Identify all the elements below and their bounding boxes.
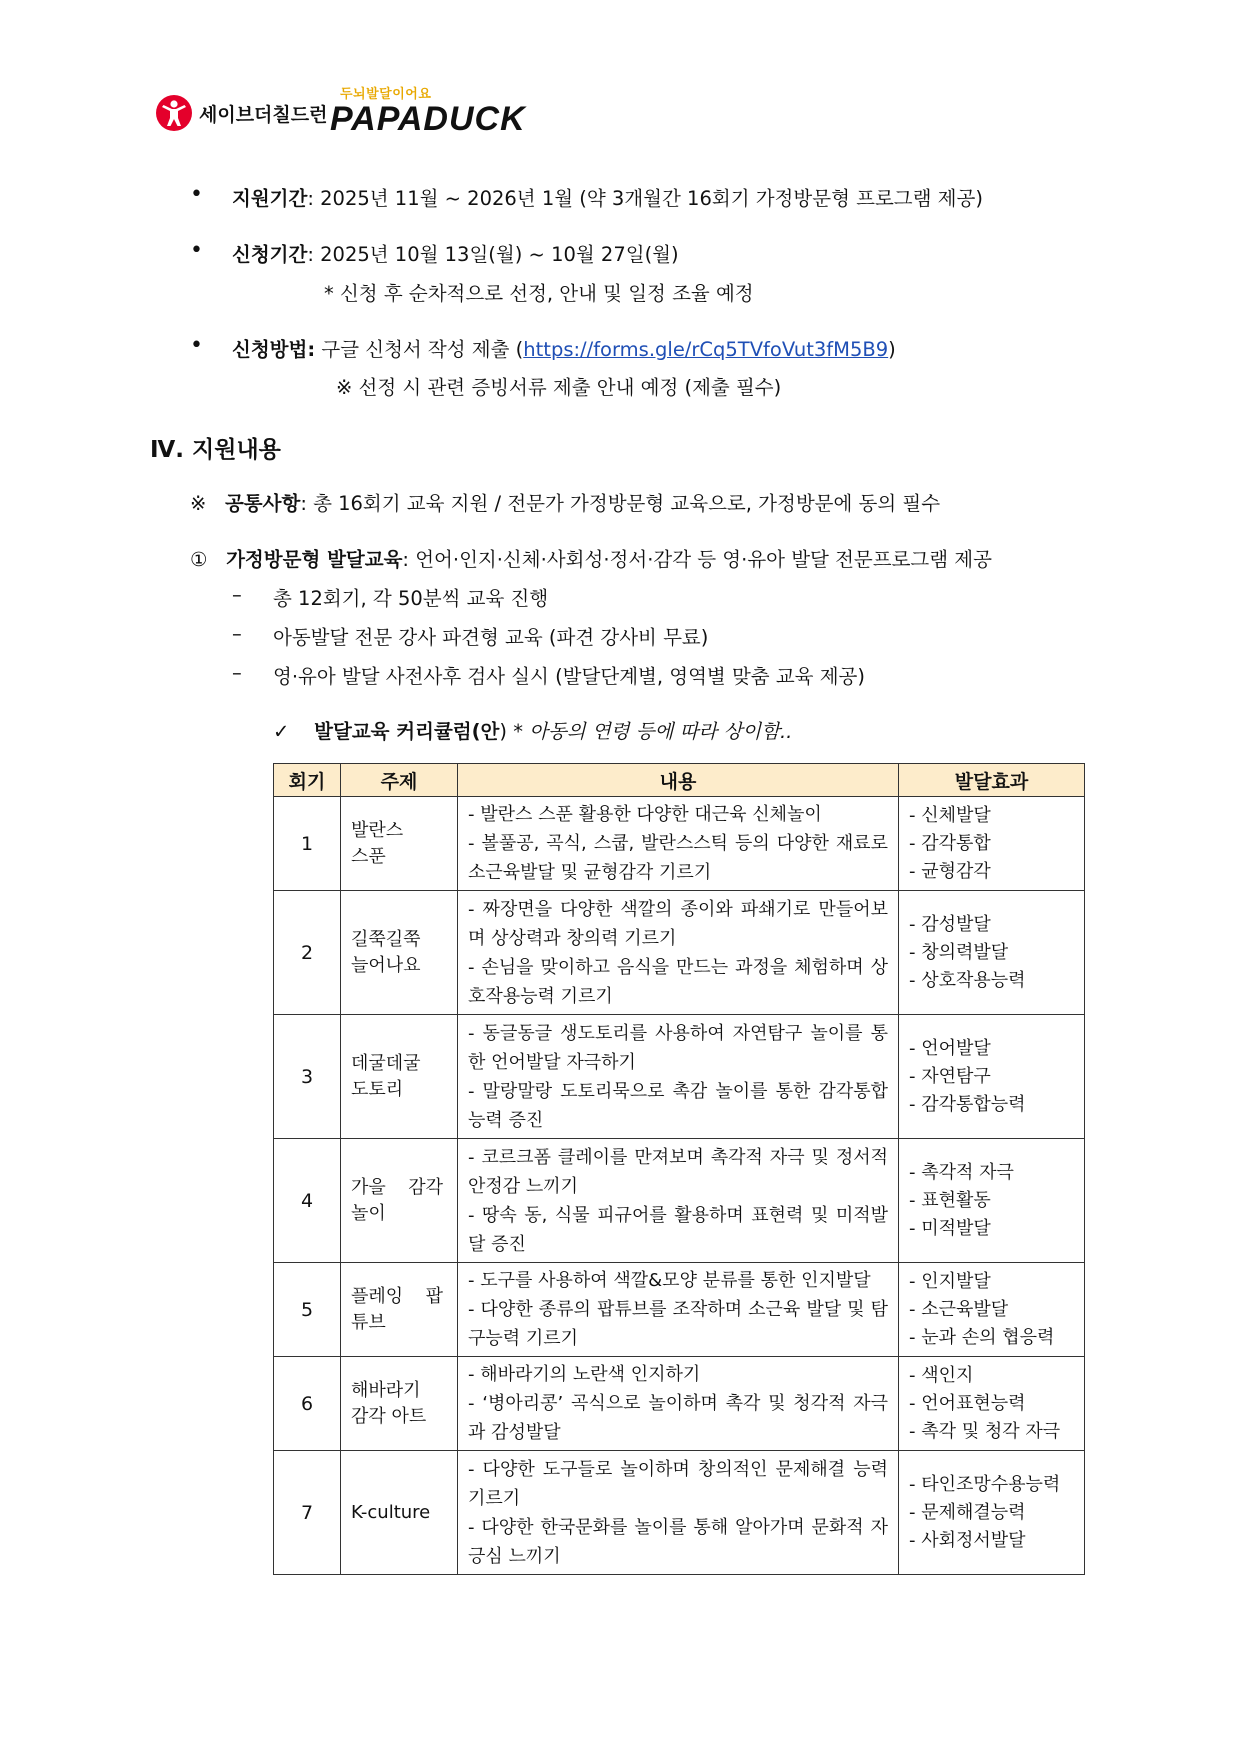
apply-period — [232, 239, 679, 267]
session-effects — [899, 1139, 1085, 1263]
session-topic — [341, 1015, 458, 1139]
common-notice — [190, 488, 940, 516]
session-number: 2 — [274, 891, 341, 1015]
topic-line: 늘어나요 — [351, 954, 421, 976]
content-line: - 손님을 맞이하고 음식을 만드는 과정을 체험하며 상호작용능력 기르기 — [468, 956, 888, 1007]
topic-line: 데굴데굴 — [351, 1052, 421, 1074]
table-row — [274, 1015, 1085, 1139]
header-topic: 주제 — [341, 764, 458, 797]
session-number: 3 — [274, 1015, 341, 1139]
content-line: - 말랑말랑 도토리묵으로 촉감 놀이를 통한 감각통합능력 증진 — [468, 1080, 888, 1131]
content-line: - 해바라기의 노란색 인지하기 — [468, 1364, 701, 1385]
effect-item: - 감각통합 — [909, 832, 991, 854]
table-header-row — [274, 764, 1085, 797]
papaduck-wordmark: PAPADUCK — [330, 100, 526, 138]
effect-item: - 촉각 및 청각 자극 — [909, 1420, 1061, 1442]
effect-item: - 타인조망수용능력 — [909, 1473, 1061, 1495]
papaduck-logo — [330, 88, 526, 136]
notice-mark: ※ — [190, 492, 207, 515]
session-topic — [341, 891, 458, 1015]
session-topic — [341, 1139, 458, 1263]
save-the-children-text: 세이브더칠드런 — [199, 104, 328, 126]
effect-item: - 눈과 손의 협응력 — [909, 1326, 1055, 1348]
effect-item: - 인지발달 — [909, 1270, 991, 1292]
common-value: : 총 16회기 교육 지원 / 전문가 가정방문형 교육으로, 가정방문에 동의 필수 — [300, 492, 941, 515]
table-row — [274, 797, 1085, 891]
apply-period-label: 신청기간 — [232, 243, 308, 266]
bullet-icon: • — [190, 238, 203, 263]
content-line: - ‘병아리콩’ 곡식으로 놀이하며 촉각 및 청각적 자극과 감성발달 — [468, 1393, 888, 1443]
section-title: Ⅳ. 지원내용 — [150, 437, 281, 463]
effect-item: - 문제해결능력 — [909, 1501, 1026, 1523]
apply-method-note: ※ 선정 시 관련 증빙서류 제출 안내 예정 (제출 필수) — [336, 376, 782, 399]
dash-line-3: 영·유아 발달 사전사후 검사 실시 (발달단계별, 영역별 맞춤 교육 제공) — [273, 665, 865, 688]
topic-line: 스푼 — [351, 845, 386, 867]
session-number: 1 — [274, 797, 341, 891]
table-row — [274, 1357, 1085, 1451]
dash-icon: – — [232, 661, 242, 684]
apply-method-value: 구글 신청서 작성 제출 ( — [315, 338, 524, 361]
session-content — [458, 1357, 899, 1451]
checkmark-icon: ✓ — [273, 720, 290, 743]
apply-note: * 신청 후 순차적으로 선정, 안내 및 일정 조율 예정 — [324, 282, 754, 305]
table-row — [274, 1139, 1085, 1263]
table-row — [274, 891, 1085, 1015]
session-effects — [899, 1263, 1085, 1357]
content-line: - 코르크폼 클레이를 만져보며 촉각적 자극 및 정서적 안정감 느끼기 — [468, 1146, 888, 1197]
topic-line: 놀이 — [351, 1202, 386, 1224]
item-1-value: : 언어·인지·신체·사회성·정서·감각 등 영·유아 발달 전문프로그램 제공 — [402, 548, 992, 571]
session-topic — [341, 797, 458, 891]
table-row — [274, 1263, 1085, 1357]
session-content — [458, 797, 899, 891]
effect-item: - 창의력발달 — [909, 941, 1009, 963]
session-effects — [899, 1357, 1085, 1451]
papaduck-tagline: 두뇌발달이어요 — [340, 87, 432, 102]
session-content — [458, 1015, 899, 1139]
common-label: 공통사항 — [224, 492, 301, 515]
topic-line: 도토리 — [351, 1078, 404, 1100]
apply-method — [232, 334, 896, 362]
effect-item: - 감성발달 — [909, 913, 991, 935]
support-period-value: : 2025년 11월 ~ 2026년 1월 (약 3개월간 16회기 가정방문형 프로그램 제공) — [307, 187, 983, 210]
topic-line: 플레잉 팝 — [351, 1285, 443, 1307]
session-number: 5 — [274, 1263, 341, 1357]
session-content — [458, 1451, 899, 1575]
session-number: 4 — [274, 1139, 341, 1263]
session-effects — [899, 1451, 1085, 1575]
effect-item: - 표현활동 — [909, 1189, 991, 1211]
curriculum-table — [273, 763, 1085, 1575]
apply-method-close: ) — [888, 338, 896, 361]
table-row — [274, 1451, 1085, 1575]
content-line: - 다양한 종류의 팝튜브를 조작하며 소근육 발달 및 탐구능력 기르기 — [468, 1299, 888, 1349]
content-line: - 땅속 동, 식물 피규어를 활용하며 표현력 및 미적발달 증진 — [468, 1204, 888, 1255]
header-session: 회기 — [274, 764, 341, 797]
topic-line: 해바라기 — [351, 1379, 421, 1401]
effect-item: - 균형감각 — [909, 860, 991, 882]
effect-item: - 미적발달 — [909, 1217, 991, 1239]
dash-icon: – — [232, 583, 242, 606]
effect-item: - 자연탐구 — [909, 1065, 991, 1087]
dash-icon: – — [232, 622, 242, 645]
content-line: - 동글동글 생도토리를 사용하여 자연탐구 놀이를 통한 언어발달 자극하기 — [468, 1022, 888, 1073]
content-line: - 볼풀공, 곡식, 스쿱, 발란스스틱 등의 다양한 재료로 소근육발달 및 균형감각 기르기 — [468, 833, 888, 883]
circled-number-one: ① — [190, 548, 208, 571]
apply-period-value: : 2025년 10월 13일(월) ~ 10월 27일(월) — [307, 243, 679, 266]
curriculum-heading — [273, 716, 792, 744]
bullet-icon: • — [190, 182, 203, 207]
content-line: - 도구를 사용하여 색깔&모양 분류를 통한 인지발달 — [468, 1270, 871, 1291]
apply-method-label: 신청방법: — [232, 338, 316, 361]
effect-item: - 촉각적 자극 — [909, 1161, 1014, 1183]
content-line: - 짜장면을 다양한 색깔의 종이와 파쇄기로 만들어보며 상상력과 창의력 기르기 — [468, 898, 888, 949]
topic-line: 가을 감각 — [351, 1176, 443, 1198]
curriculum-note: * 아동의 연령 등에 따라 상이함.. — [513, 720, 793, 743]
effect-item: - 색인지 — [909, 1364, 974, 1386]
effect-item: - 감각통합능력 — [909, 1093, 1026, 1115]
effect-item: - 사회정서발달 — [909, 1529, 1026, 1551]
google-form-link[interactable]: https://forms.gle/rCq5TVfoVut3fM5B9 — [523, 338, 889, 361]
dash-line-1: 총 12회기, 각 50분씩 교육 진행 — [273, 587, 549, 610]
content-line: - 발란스 스푼 활용한 다양한 대근육 신체놀이 — [468, 804, 822, 825]
save-the-children-icon — [155, 94, 193, 132]
effect-item: - 신체발달 — [909, 804, 991, 826]
session-content — [458, 1263, 899, 1357]
session-effects — [899, 797, 1085, 891]
effect-item: - 언어표현능력 — [909, 1392, 1026, 1414]
content-line: - 다양한 한국문화를 놀이를 통해 알아가며 문화적 자긍심 느끼기 — [468, 1516, 888, 1567]
topic-line: 감각 아트 — [351, 1405, 427, 1427]
curriculum-close: ) — [499, 720, 507, 743]
effect-item: - 소근육발달 — [909, 1298, 1009, 1320]
topic-line: 길쭉길쭉 — [351, 928, 421, 950]
topic-line: 발란스 — [351, 819, 404, 841]
item-1 — [190, 544, 992, 572]
header-effect: 발달효과 — [899, 764, 1085, 797]
session-topic — [341, 1357, 458, 1451]
topic-line: 튜브 — [351, 1311, 386, 1333]
session-effects — [899, 891, 1085, 1015]
support-period-label: 지원기간 — [232, 187, 308, 210]
session-content — [458, 1139, 899, 1263]
session-number: 7 — [274, 1451, 341, 1575]
curriculum-label: 발달교육 커리큘럼(안 — [314, 720, 500, 743]
dash-line-2: 아동발달 전문 강사 파견형 교육 (파견 강사비 무료) — [273, 626, 709, 649]
topic-line: K-culture — [351, 1501, 431, 1523]
support-period — [232, 183, 983, 211]
effect-item: - 언어발달 — [909, 1037, 991, 1059]
session-topic — [341, 1263, 458, 1357]
session-number: 6 — [274, 1357, 341, 1451]
session-content — [458, 891, 899, 1015]
item-1-label: 가정방문형 발달교육 — [226, 548, 403, 571]
effect-item: - 상호작용능력 — [909, 969, 1026, 991]
save-the-children-logo — [155, 94, 327, 132]
session-topic — [341, 1451, 458, 1575]
bullet-icon: • — [190, 333, 203, 358]
session-effects — [899, 1015, 1085, 1139]
content-line: - 다양한 도구들로 놀이하며 창의적인 문제해결 능력 기르기 — [468, 1458, 888, 1509]
header-content: 내용 — [458, 764, 899, 797]
